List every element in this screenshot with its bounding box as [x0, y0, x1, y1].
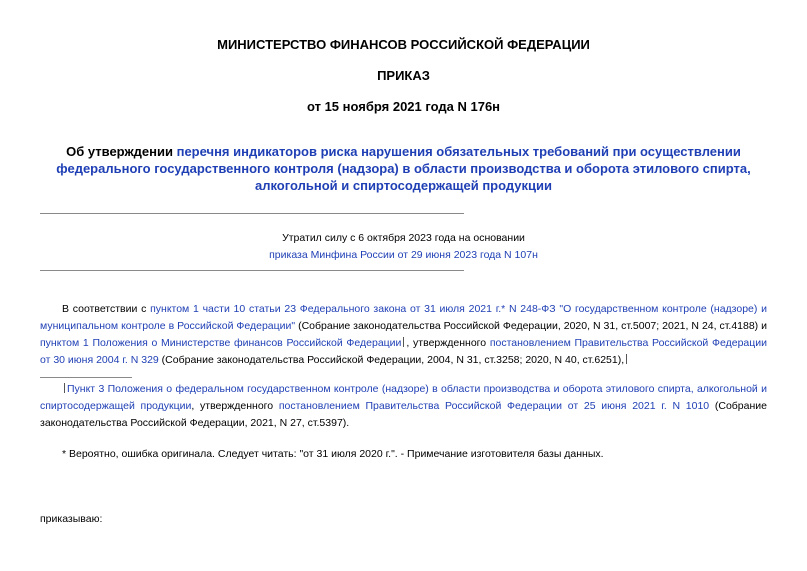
resolution-1010-link[interactable]: постановлением Правительства Российской Федерации от 25 июня 2021 г. N 1010: [278, 400, 710, 412]
divider-bottom: [40, 270, 464, 271]
footnote-regulation-link[interactable]: Пункт 3 Положения о федеральном государственном контроле (надзоре) в области производства и оборота этилового спирта, алкогольной и спиртосодержащей продукции: [40, 383, 767, 412]
editor-note-text: * Вероятно, ошибка оригинала. Следует читать: "от 31 июля 2020 г.". - Примечание изготовителя базы данных.: [62, 448, 604, 460]
main-text-1: В соответствии с: [62, 303, 151, 315]
main-text-2: (Собрание законодательства Российской Федерации, 2020, N 31, ст.5007; 2021, N 24, ст.4188) и: [295, 320, 768, 332]
law-248-link[interactable]: пунктом 1 части 10 статьи 23 Федерального закона от 31 июля 2021 г.* N 248-ФЗ "О государственном контроле (надзоре) и муниципальном контроле в Российской Федерации": [40, 303, 767, 332]
closing-word: приказываю:: [40, 513, 103, 525]
main-paragraph: [40, 301, 767, 369]
status-note-line: Утратил силу с 6 октября 2023 года на основании: [282, 232, 525, 244]
ministry-regulation-link[interactable]: пунктом 1 Положения о Министерстве финансов Российской Федерации: [40, 337, 402, 349]
footnote-paragraph: [40, 381, 767, 432]
footnote-text-2: (Собрание законодательства Российской Федерации, 2021, N 27, ст.5397).: [40, 400, 767, 429]
main-text-3: , утвержденного: [406, 337, 490, 349]
divider-top: [40, 213, 464, 214]
footnote-divider: [40, 377, 132, 378]
footnote-text-1: , утвержденного: [191, 400, 279, 412]
footnote-marker-icon[interactable]: [403, 337, 404, 347]
status-note-link[interactable]: приказа Минфина России от 29 июня 2023 года N 107н: [269, 249, 538, 261]
title-prefix: Об утверждении: [66, 144, 177, 159]
editor-note: [40, 446, 767, 463]
resolution-329-link[interactable]: постановлением Правительства Российской Федерации от 30 июня 2004 г. N 329: [40, 337, 767, 366]
ministry-heading: МИНИСТЕРСТВО ФИНАНСОВ РОССИЙСКОЙ ФЕДЕРАЦИИ: [217, 37, 590, 52]
main-text-4: (Собрание законодательства Российской Федерации, 2004, N 31, ст.3258; 2020, N 40, ст.6251),: [158, 354, 625, 366]
footnote-marker-icon[interactable]: [626, 354, 627, 364]
footnote-marker-icon[interactable]: [64, 383, 65, 393]
document-title: [40, 143, 767, 194]
date-number-heading: от 15 ноября 2021 года N 176н: [306, 99, 501, 114]
title-link[interactable]: перечня индикаторов риска нарушения обязательных требований при осуществлении федерального государственного контроля (надзора) в области производства и оборота этилового спирта, алкогольной и спиртосодержащей продукции: [56, 144, 751, 193]
doc-type-heading: ПРИКАЗ: [377, 68, 430, 83]
